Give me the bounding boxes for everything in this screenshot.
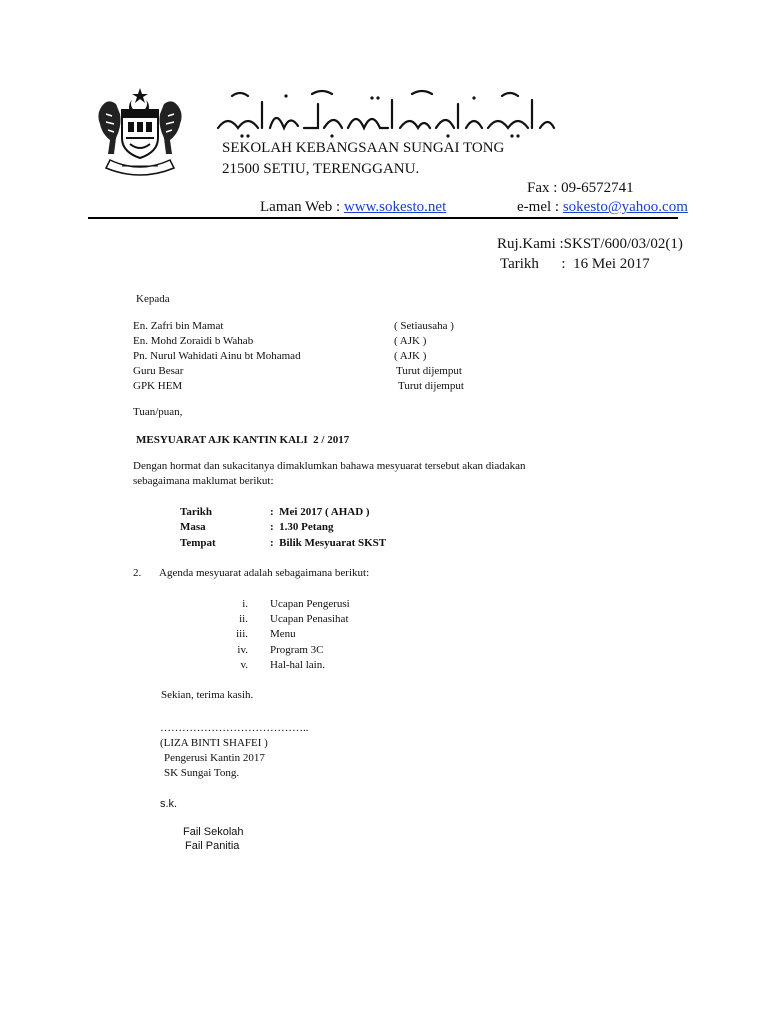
email-link[interactable]: sokesto@yahoo.com: [562, 199, 688, 215]
cc-label: s.k.: [160, 798, 178, 810]
detail-value: : Bilik Mesyuarat SKST: [270, 537, 387, 549]
jawi-banner-calligraphy: [212, 88, 562, 142]
recipient-role: ( Setiausaha ): [394, 320, 454, 332]
agenda-number: iii.: [236, 628, 248, 640]
reference-number: Ruj.Kami :SKST/600/03/02(1): [497, 236, 683, 252]
email-line: [517, 199, 688, 216]
recipient-role: Turut dijemput: [396, 365, 462, 377]
agenda-item: Menu: [270, 628, 296, 640]
coat-of-arms-emblem: [92, 86, 188, 176]
recipient-name: Guru Besar: [133, 365, 184, 377]
detail-label: Masa: [180, 521, 206, 533]
website-label: Laman Web :: [260, 199, 344, 215]
detail-label: Tarikh: [180, 506, 213, 518]
kepada-label: Kepada: [136, 293, 170, 305]
header-divider: [88, 217, 678, 219]
agenda-item: Hal-hal lain.: [270, 659, 325, 671]
recipient-role: ( AJK ): [394, 335, 427, 347]
agenda-number: v.: [240, 659, 248, 671]
salutation: Tuan/puan,: [133, 406, 183, 418]
agenda-number: iv.: [237, 644, 248, 656]
letter-date: Tarikh : 16 Mei 2017: [500, 256, 650, 272]
cc-item: Fail Panitia: [185, 840, 240, 852]
agenda-number: ii.: [239, 613, 248, 625]
fax-number: Fax : 09-6572741: [527, 180, 634, 196]
recipient-name: En. Mohd Zoraidi b Wahab: [133, 335, 254, 347]
website-link[interactable]: www.sokesto.net: [343, 199, 447, 215]
detail-label: Tempat: [180, 537, 216, 549]
intro-line-1: Dengan hormat dan sukacitanya dimaklumkan bahawa mesyuarat tersebut akan diadakan: [133, 460, 526, 472]
detail-value: : 1.30 Petang: [270, 521, 334, 533]
agenda-item: Ucapan Pengerusi: [270, 598, 350, 610]
agenda-number: i.: [242, 598, 248, 610]
signatory-school: SK Sungai Tong.: [164, 767, 240, 779]
recipient-name: En. Zafri bin Mamat: [133, 320, 224, 332]
recipient-name: Pn. Nurul Wahidati Ainu bt Mohamad: [133, 350, 301, 362]
email-label: e-mel :: [517, 199, 563, 215]
recipient-role: ( AJK ): [394, 350, 427, 362]
closing-remark: Sekian, terima kasih.: [161, 689, 254, 701]
cc-item: Fail Sekolah: [183, 826, 244, 838]
school-name: SEKOLAH KEBANGSAAN SUNGAI TONG: [222, 140, 505, 156]
intro-line-2: sebagaimana maklumat berikut:: [133, 475, 274, 487]
school-address: 21500 SETIU, TERENGGANU.: [222, 161, 420, 177]
para-2-number: 2.: [133, 567, 142, 579]
recipient-role: Turut dijemput: [398, 380, 464, 392]
letter-title: MESYUARAT AJK KANTIN KALI 2 / 2017: [136, 434, 350, 446]
signatory-name: (LIZA BINTI SHAFEI ): [160, 737, 268, 749]
recipient-name: GPK HEM: [133, 380, 183, 392]
signatory-position: Pengerusi Kantin 2017: [164, 752, 265, 764]
signature-dots: …………………………………..: [160, 722, 309, 734]
agenda-item: Program 3C: [270, 644, 324, 656]
detail-value: : Mei 2017 ( AHAD ): [270, 506, 370, 518]
para-2-text: Agenda mesyuarat adalah sebagaimana berikut:: [159, 567, 370, 579]
website-line: [260, 199, 446, 216]
agenda-item: Ucapan Penasihat: [270, 613, 349, 625]
